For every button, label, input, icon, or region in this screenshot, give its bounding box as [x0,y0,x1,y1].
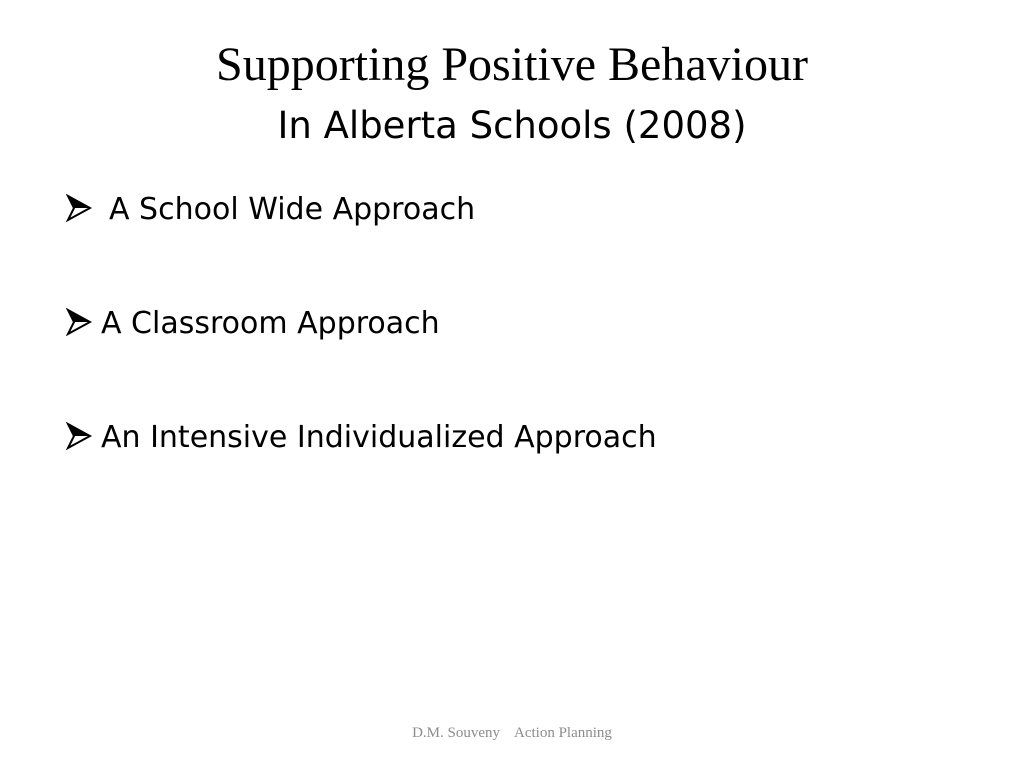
slide-title: Supporting Positive Behaviour [216,38,808,91]
footer-author: D.M. Souveny [412,725,500,741]
bullet-text: An Intensive Individualized Approach [101,420,657,455]
bullet-text: A School Wide Approach [109,192,476,227]
slide-subtitle: In Alberta Schools (2008) [277,104,747,147]
slide-footer [0,723,1024,743]
arrow-bullet-icon [66,194,92,222]
arrow-bullet-icon [66,308,92,336]
footer-topic: Action Planning [514,725,612,741]
bullet-text: A Classroom Approach [101,306,440,341]
arrow-bullet-icon [66,422,92,450]
